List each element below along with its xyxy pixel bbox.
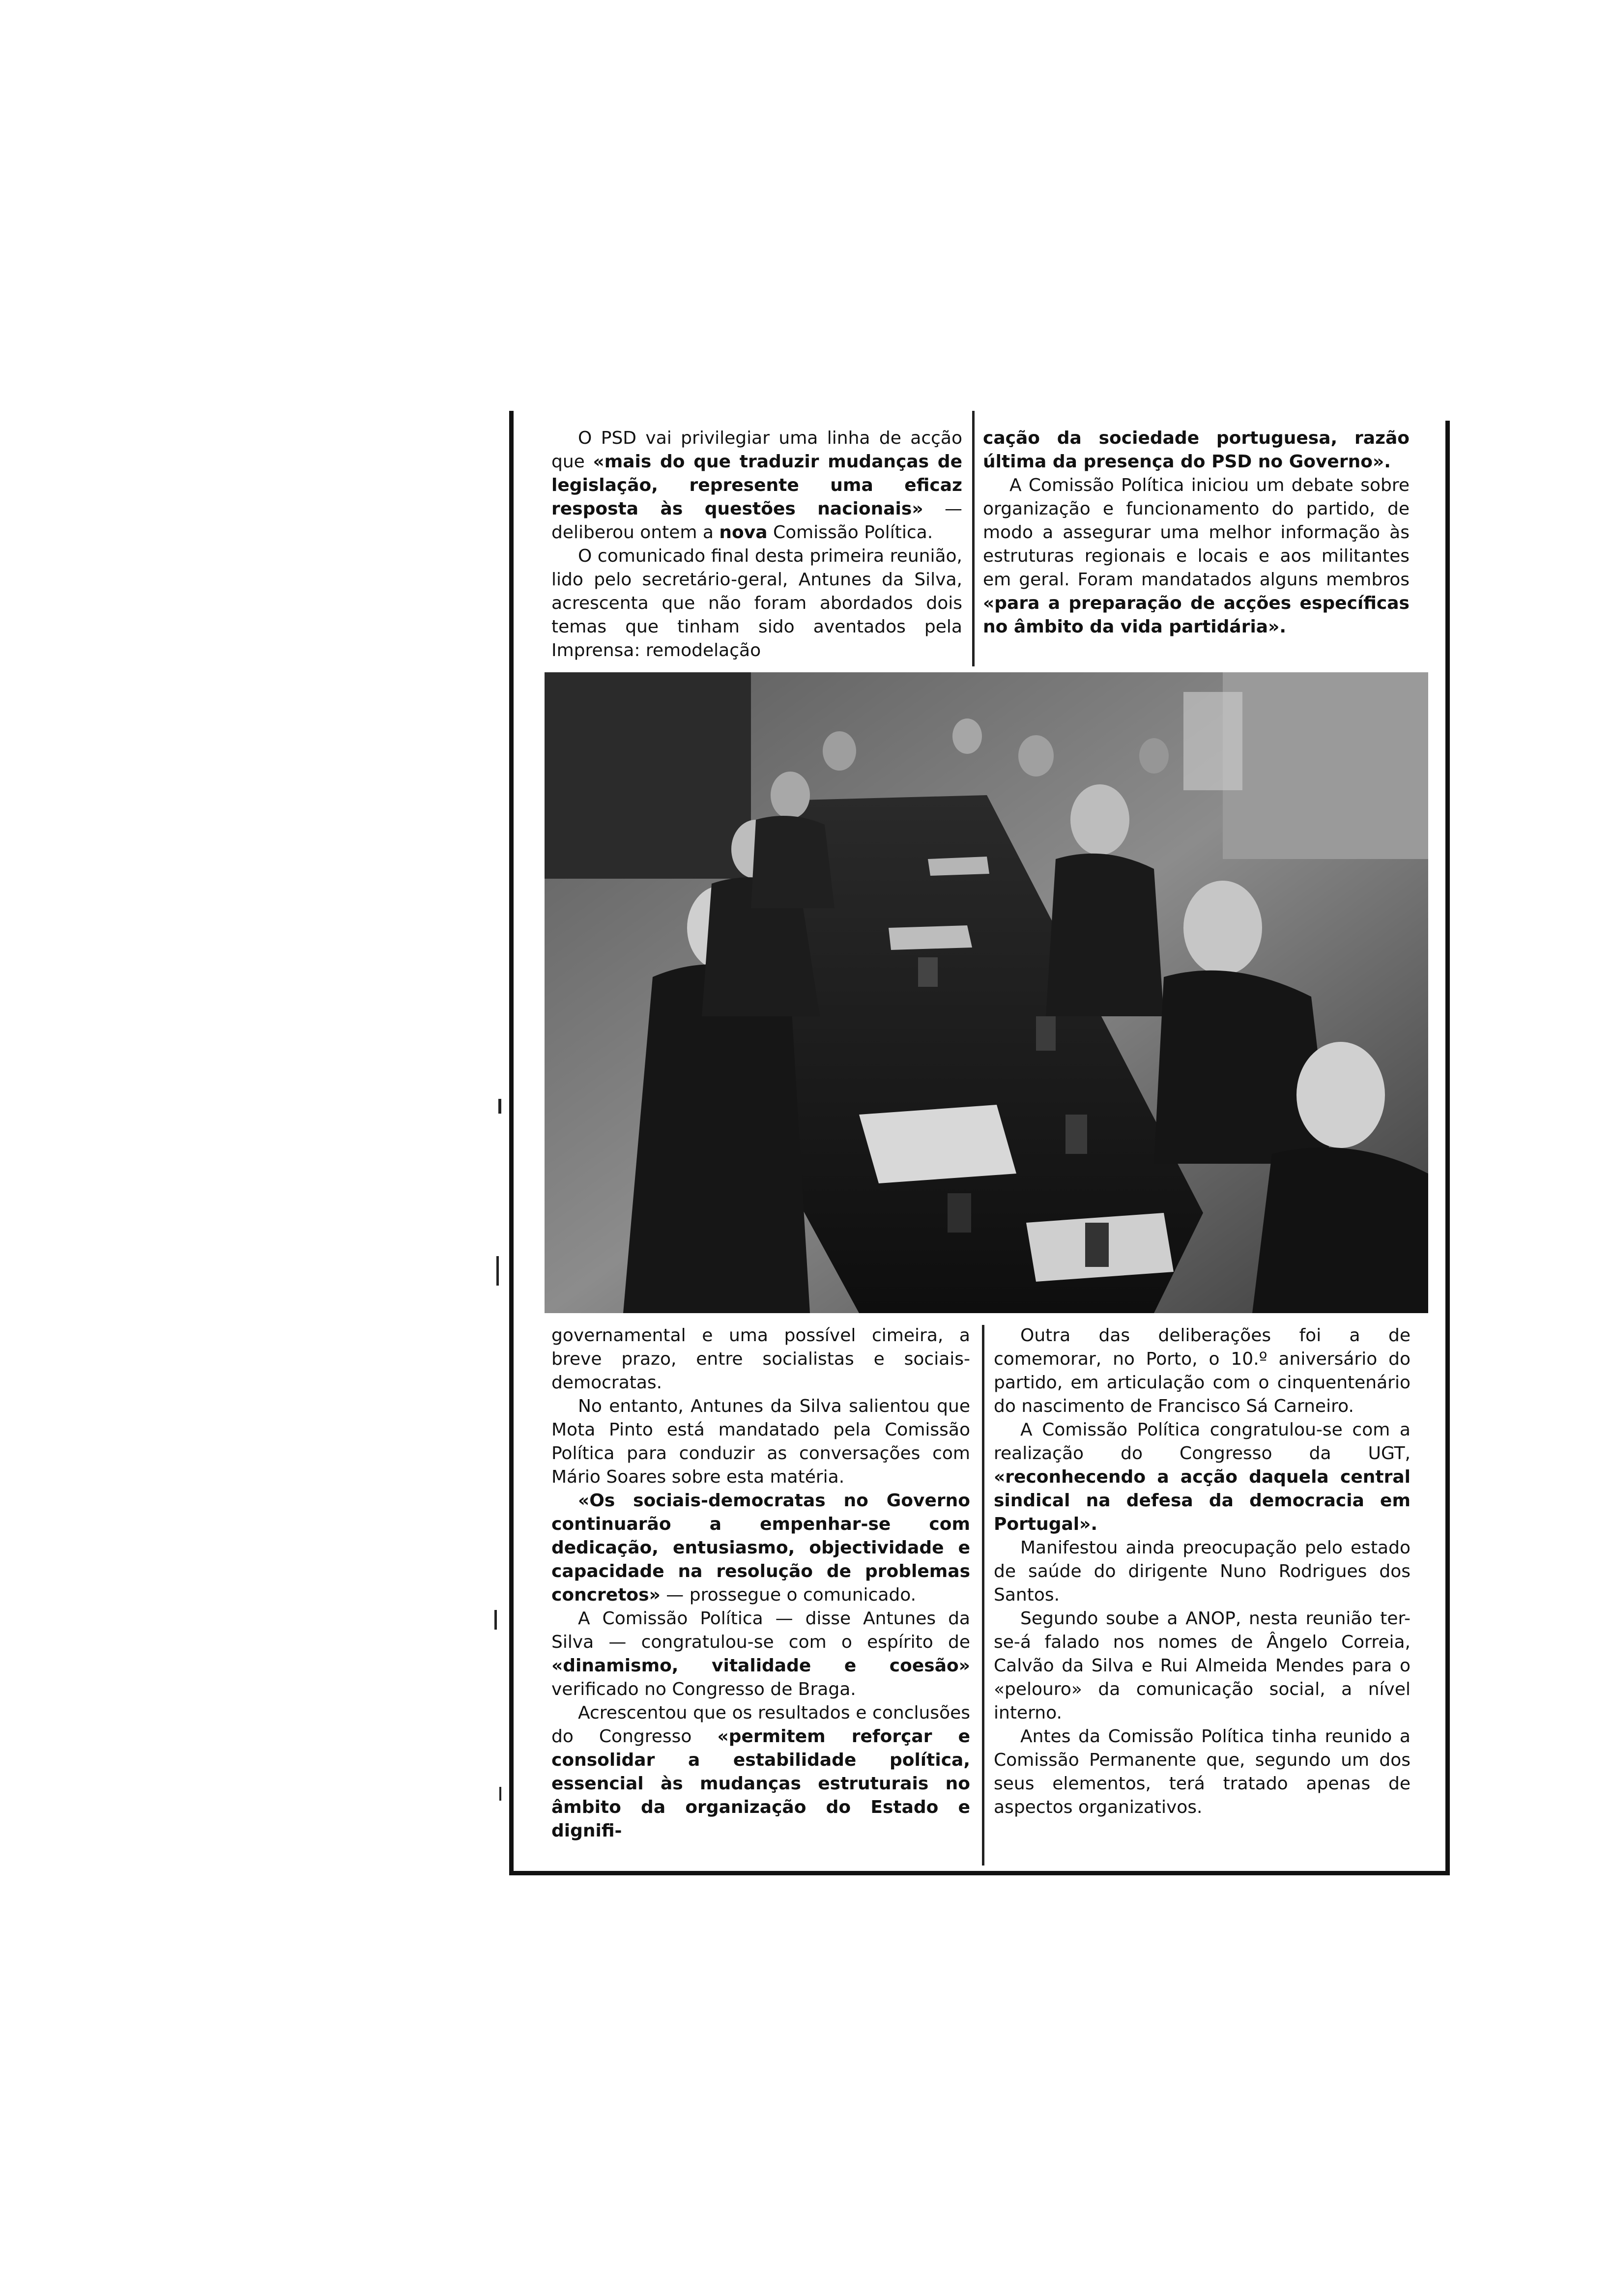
paragraph-text: O PSD vai privilegiar uma linha de acção que [551, 428, 962, 472]
article-column-top-right [983, 427, 1410, 672]
paragraph-text: Comissão Política. [767, 522, 933, 543]
paragraph-text: No entanto, Antunes da Silva salientou que Mota Pinto está mandatado pela Comissão Política para conduzir as conversações com Mário Soares sobre esta matéria. [551, 1396, 970, 1487]
column-divider-bottom [982, 1325, 984, 1866]
bold-quote-text: «para a preparação de acções específicas no âmbito da vida partidária». [983, 593, 1410, 637]
paragraph-text: Outra das deliberações foi a de comemorar, no Porto, o 10.º aniversário do partido, em articulação com o cinquentenário do nascimento de Francisco Sá Carneiro. [994, 1325, 1410, 1416]
article-paragraph [551, 545, 962, 662]
paragraph-text: Acrescentou que os resultados e conclusões do Congresso [551, 1703, 970, 1747]
paragraph-text: A Comissão Política — disse Antunes da Silva — congratulou-se com o espírito de [551, 1608, 970, 1652]
paragraph-text: A Comissão Política iniciou um debate sobre organização e funcionamento do partido, de modo a assegurar uma melhor informação às estruturas regionais e locais e aos militantes em geral. Foram mandatados alguns membros [983, 475, 1410, 590]
paragraph-text: — deliberou ontem a [551, 499, 962, 543]
bold-quote-text: cação da sociedade portuguesa, razão última da presença do PSD no Governo». [983, 428, 1410, 472]
paragraph-text: — prossegue o comunicado. [660, 1585, 917, 1605]
article-column-bottom-left [551, 1324, 970, 1860]
right-border-rule [1445, 421, 1450, 1875]
bold-quote-text: «dinamismo, vitalidade e coesão» [551, 1656, 970, 1676]
bold-quote-text: «permitem reforçar e consolidar a estabilidade política, essencial às mudanças estruturais no âmbito da organização do Estado e dignifi- [551, 1726, 970, 1841]
article-paragraph [983, 474, 1410, 639]
left-border-rule [509, 411, 514, 1875]
bold-quote-text: nova [719, 522, 768, 543]
scan-speck [496, 1256, 499, 1286]
scan-speck [494, 1610, 497, 1630]
article-paragraph [994, 1607, 1410, 1725]
article-paragraph [551, 1607, 970, 1701]
bold-quote-text: «Os sociais-democratas no Governo continuarão a empenhar-se com dedicação, entusiasmo, objectividade e capacidade na resolução de problemas concretos» [551, 1491, 970, 1605]
article-paragraph [983, 427, 1410, 474]
paragraph-text: Antes da Comissão Política tinha reunido a Comissão Permanente que, segundo um dos seus elementos, terá tratado apenas de aspectos organizativos. [994, 1726, 1410, 1817]
scan-speck [498, 1099, 501, 1114]
bold-quote-text: «mais do que traduzir mudanças de legislação, represente uma eficaz resposta às questões nacionais» [551, 452, 962, 519]
bold-quote-text: «reconhecendo a acção daquela central sindical na defesa da democracia em Portugal». [994, 1467, 1410, 1534]
article-paragraph [551, 1701, 970, 1843]
paragraph-text: Manifestou ainda preocupação pelo estado de saúde do dirigente Nuno Rodrigues dos Santos. [994, 1538, 1410, 1605]
paragraph-text: governamental e uma possível cimeira, a breve prazo, entre socialistas e sociais-democratas. [551, 1325, 970, 1393]
article-paragraph [994, 1418, 1410, 1536]
article-column-bottom-right [994, 1324, 1410, 1860]
paragraph-text: verificado no Congresso de Braga. [551, 1679, 856, 1699]
article-column-top-left [551, 427, 962, 672]
paragraph-text: Segundo soube a ANOP, nesta reunião ter-se-á falado nos nomes de Ângelo Correia, Calvão da Silva e Rui Almeida Mendes para o «pelouro» da comunicação social, a nível interno. [994, 1608, 1410, 1723]
newspaper-clipping [509, 391, 1450, 1875]
article-paragraph [551, 1489, 970, 1607]
meeting-photo-image [545, 672, 1428, 1313]
meeting-photo [545, 672, 1428, 1313]
column-divider-top [972, 411, 975, 666]
paragraph-text: A Comissão Política congratulou-se com a realização do Congresso da UGT, [994, 1420, 1410, 1464]
article-paragraph [551, 427, 962, 545]
article-paragraph [551, 1395, 970, 1489]
article-paragraph [551, 1324, 970, 1395]
article-paragraph [994, 1536, 1410, 1607]
article-paragraph [994, 1324, 1410, 1418]
photo-caption-strip [671, 1315, 1065, 1323]
paragraph-text: O comunicado final desta primeira reunião, lido pelo secretário-geral, Antunes da Silva, acrescenta que não foram abordados dois temas que tinham sido aventados pela Imprensa: remodelação [551, 546, 962, 660]
bottom-border-rule [509, 1871, 1450, 1875]
article-paragraph [994, 1725, 1410, 1819]
scan-speck [499, 1787, 501, 1801]
